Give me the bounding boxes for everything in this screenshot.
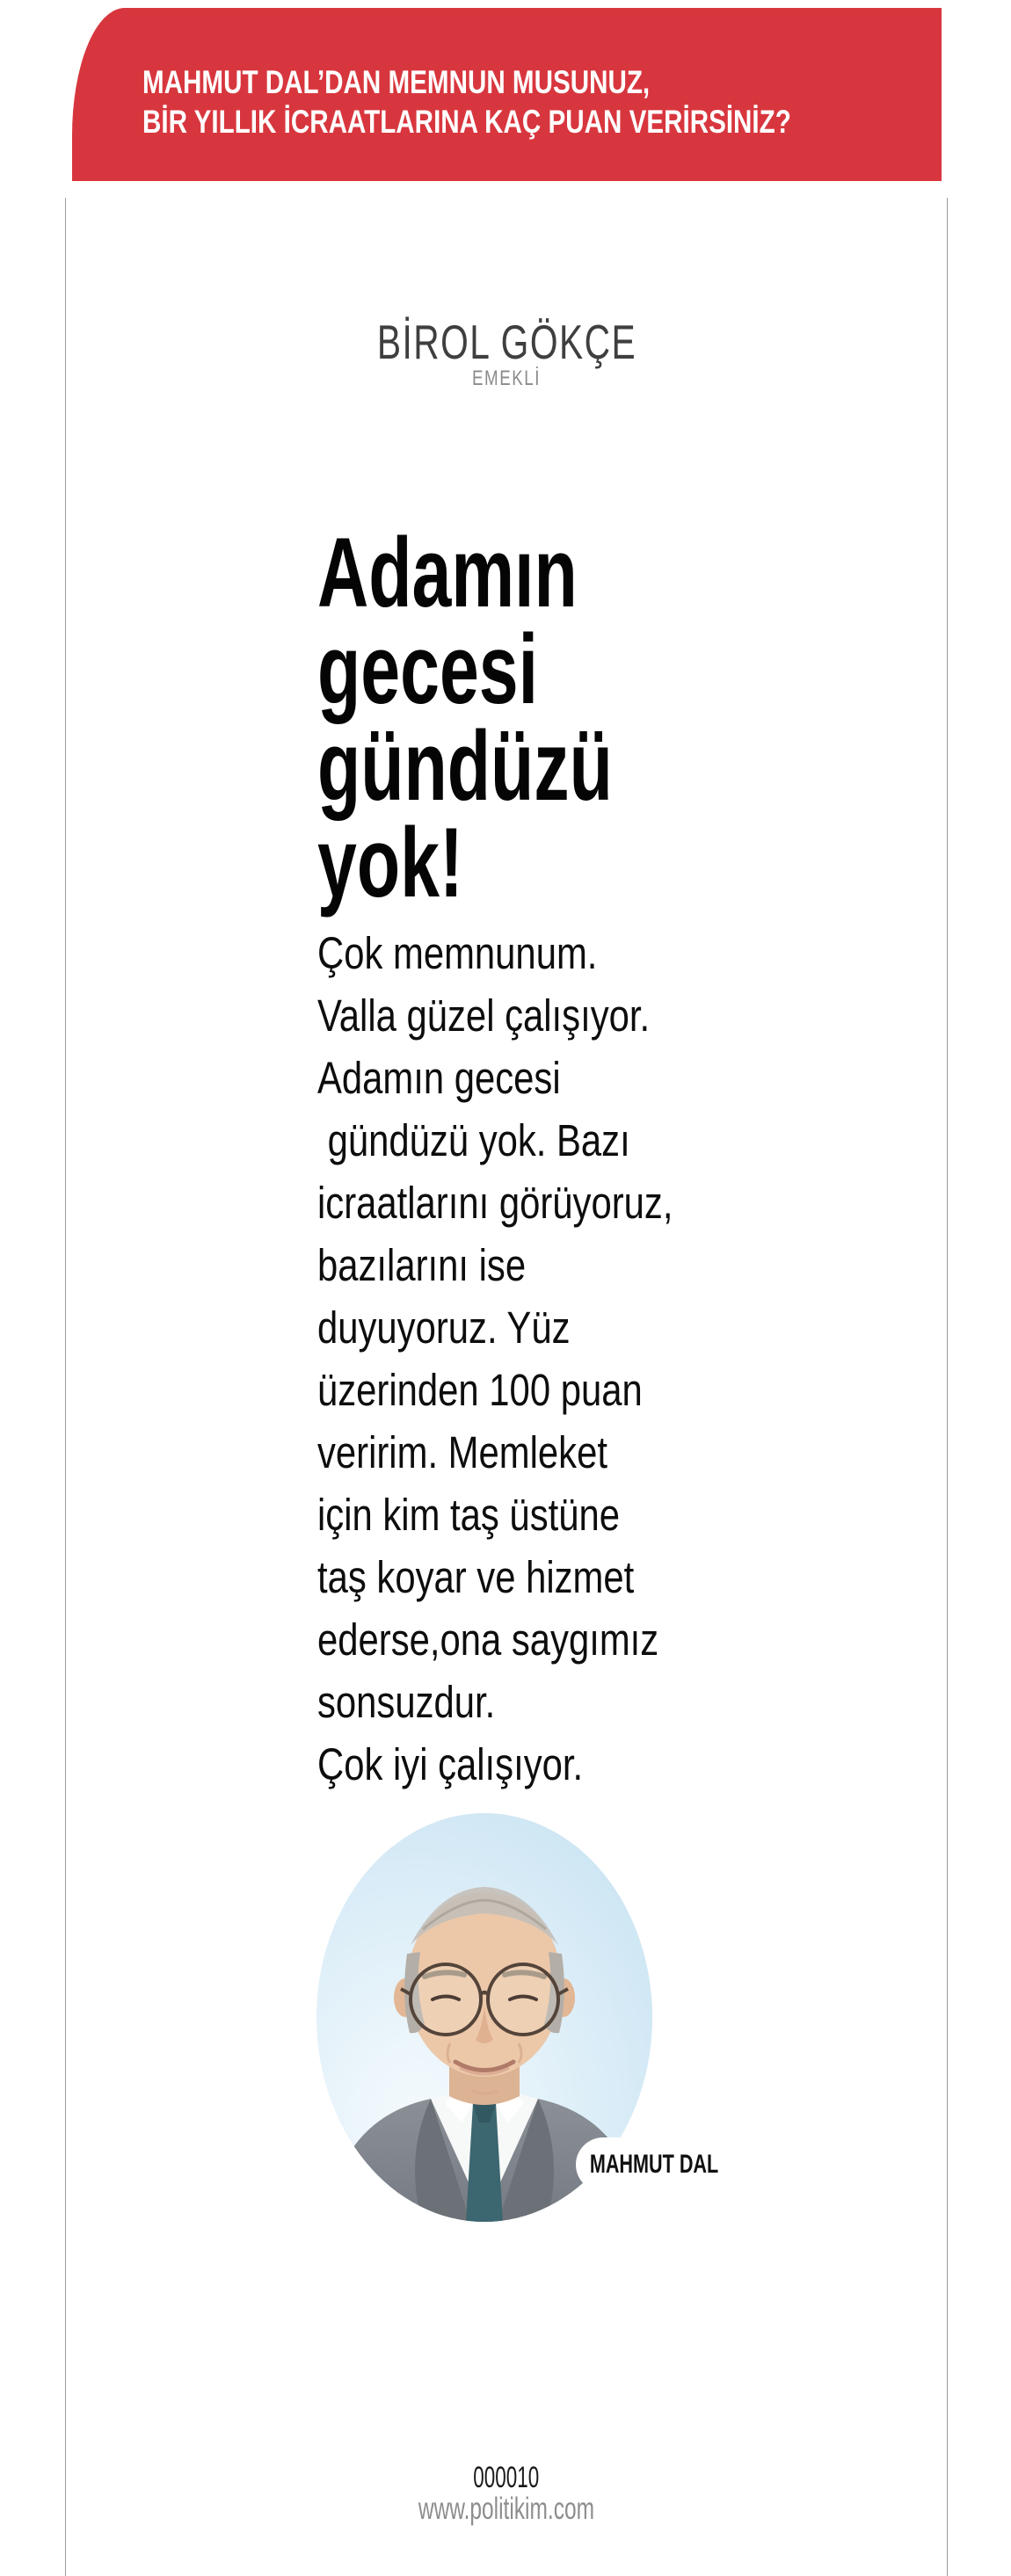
footer-website-row bbox=[66, 2492, 947, 2527]
text-line: bazılarını ise bbox=[317, 1240, 527, 1290]
headline bbox=[317, 518, 613, 918]
footer-code-row bbox=[66, 2461, 947, 2495]
text-line: gecesi bbox=[317, 614, 539, 724]
question-line-2: BİR YILLIK İCRAATLARINA KAÇ PUAN VERİRSİNİZ? bbox=[142, 104, 791, 140]
text-line: yok! bbox=[317, 808, 463, 918]
text-line: Çok memnunum. bbox=[317, 928, 598, 978]
speaker-title: EMEKLİ bbox=[471, 366, 542, 390]
text-line: üzerinden 100 puan bbox=[317, 1365, 643, 1415]
text-line: duyuyoruz. Yüz bbox=[317, 1303, 571, 1353]
photo-name-bubble bbox=[576, 2137, 778, 2192]
text-line: için kim taş üstüne bbox=[317, 1490, 621, 1540]
speaker-title-row bbox=[66, 366, 947, 391]
text-line: icraatlarını görüyoruz, bbox=[317, 1178, 673, 1228]
text-line: gündüzü bbox=[317, 711, 613, 821]
speaker-name: BİROL GÖKÇE bbox=[376, 315, 636, 369]
text-line: veririm. Memleket bbox=[317, 1427, 607, 1477]
footer-code: 000010 bbox=[473, 2461, 540, 2494]
text-line: Adamın bbox=[317, 518, 578, 628]
text-line: Valla güzel çalışıyor. bbox=[317, 990, 651, 1041]
text-line: Adamın gecesi bbox=[317, 1053, 561, 1103]
text-line: taş koyar ve hizmet bbox=[317, 1552, 635, 1602]
question-banner-text bbox=[142, 62, 791, 141]
footer-website: www.politikim.com bbox=[418, 2492, 595, 2526]
question-banner bbox=[72, 8, 942, 181]
text-line: gündüzü yok. Bazı bbox=[317, 1115, 630, 1165]
photo-name-label: MAHMUT DAL bbox=[589, 2150, 719, 2179]
speaker-name-row bbox=[66, 314, 947, 370]
text-line: ederse,ona saygımız bbox=[317, 1615, 659, 1665]
question-line-1: MAHMUT DAL’DAN MEMNUN MUSUNUZ, bbox=[142, 64, 651, 100]
text-line: Çok iyi çalışıyor. bbox=[317, 1739, 584, 1789]
text-line: sonsuzdur. bbox=[317, 1677, 496, 1727]
answer-card bbox=[65, 198, 948, 2576]
quote-text bbox=[317, 922, 673, 1796]
